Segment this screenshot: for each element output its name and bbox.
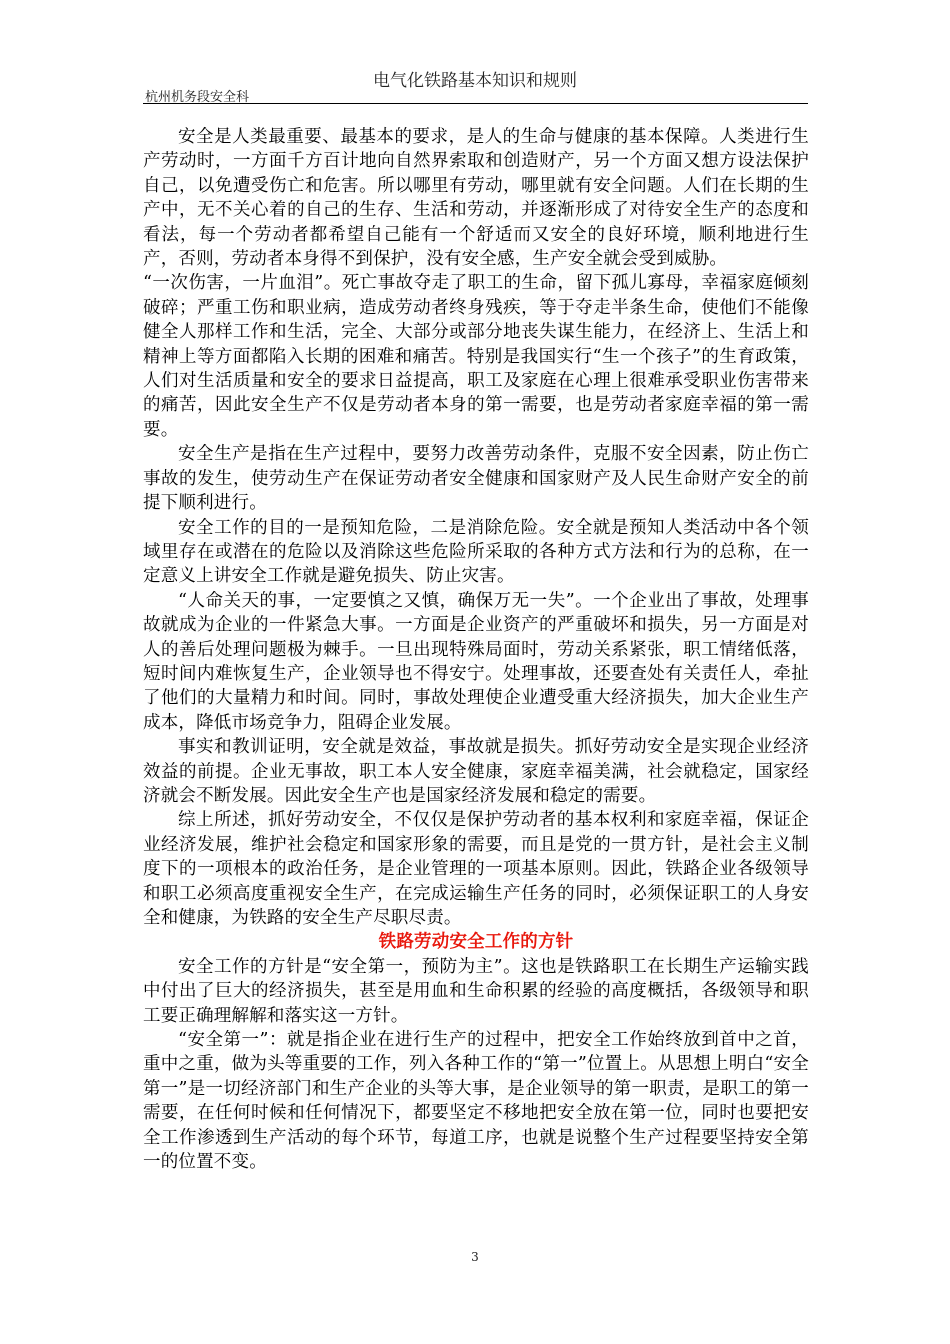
section-paragraph: 安全工作的方针是“安全第一，预防为主”。这也是铁路职工在长期生产运输实践中付出了巨大的经济损失，甚至是用血和生命积累的经验的高度概括，各级领导和职工要正确理解解和落实这一方针。: [143, 956, 809, 1026]
body-paragraph: 安全生产是指在生产过程中，要努力改善劳动条件，克服不安全因素，防止伤亡事故的发生，使劳动生产在保证劳动者安全健康和国家财产及人民生命财产安全的前提下顺利进行。: [143, 444, 809, 514]
header-divider: [143, 103, 808, 104]
section-heading: 铁路劳动安全工作的方针: [378, 932, 574, 953]
document-header-title: 电气化铁路基本知识和规则: [373, 71, 577, 91]
body-paragraph: 综上所述，抓好劳动安全，不仅仅是保护劳动者的基本权利和家庭幸福，保证企业经济发展，维护社会稳定和国家形象的需要，而且是党的一贯方针，是社会主义制度下的一项根本的政治任务，是企业管理的一项基本原则。因此，铁路企业各级领导和职工必须高度重视安全生产，在完成运输生产任务的同时，必须保证职工的人身安全和健康，为铁路的安全生产尽职尽责。: [143, 810, 809, 928]
document-body: [143, 125, 809, 1174]
body-paragraph: 安全是人类最重要、最基本的要求，是人的生命与健康的基本保障。人类进行生产劳动时，一方面千方百计地向自然界索取和创造财产，另一个方面又想方设法保护自己，以免遭受伤亡和危害。所以哪里有劳动，哪里就有安全问题。人们在长期的生产中，无不关心着的自己的生存、生活和劳动，并逐渐形成了对待安全生产的态度和看法，每一个劳动者都希望自己能有一个舒适而又安全的良好环境，顺利地进行生产，否则，劳动者本身得不到保护，没有安全感，生产安全就会受到威胁。: [143, 127, 809, 270]
page-number: 3: [471, 1250, 479, 1264]
section-paragraph: “安全第一”：就是指企业在进行生产的过程中，把安全工作始终放到首中之首，重中之重，做为头等重要的工作，列入各种工作的“第一”位置上。从思想上明白“安全第一”是一切经济部门和生产企业的头等大事，是企业领导的第一职责，是职工的第一需要，在任何时候和任何情况下，都要坚定不移地把安全放在第一位，同时也要把安全工作渗透到生产活动的每个环节，每道工序，也就是说整个生产过程要坚持安全第一的位置不变。: [143, 1030, 809, 1173]
body-paragraph: “人命关天的事，一定要慎之又慎，确保万无一失”。一个企业出了事故，处理事故就成为企业的一件紧急大事。一方面是企业资产的严重破坏和损失，另一方面是对人的善后处理问题极为棘手。一旦出现特殊局面时，劳动关系紧张，职工情绪低落，短时间内难恢复生产，企业领导也不得安宁。处理事故，还要查处有关责任人，牵扯了他们的大量精力和时间。同时，事故处理使企业遭受重大经济损失，加大企业生产成本，降低市场竞争力，阻碍企业发展。: [143, 590, 809, 733]
body-paragraph: “一次伤害，一片血泪”。死亡事故夺走了职工的生命，留下孤儿寡母，幸福家庭倾刻破碎；严重工伤和职业病，造成劳动者终身残疾，等于夺走半条生命，使他们不能像健全人那样工作和生活，完全、大部分或部分地丧失谋生能力，在经济上、生活上和精神上等方面都陷入长期的困难和痛苦。特别是我国实行“生一个孩子”的生育政策，人们对生活质量和安全的要求日益提高，职工及家庭在心理上很难承受职业伤害带来的痛苦，因此安全生产不仅是劳动者本身的第一需要，也是劳动者家庭幸福的第一需要。: [143, 273, 809, 440]
document-header-department: 杭州机务段安全科: [145, 90, 250, 105]
body-paragraph: 安全工作的目的一是预知危险，二是消除危险。安全就是预知人类活动中各个领域里存在或潜在的危险以及消除这些危险所采取的各种方式方法和行为的总称，在一定意义上讲安全工作就是避免损失、防止灾害。: [143, 517, 809, 587]
body-paragraph: 事实和教训证明，安全就是效益，事故就是损失。抓好劳动安全是实现企业经济效益的前提。企业无事故，职工本人安全健康，家庭幸福美满，社会就稳定，国家经济就会不断发展。因此安全生产也是国家经济发展和稳定的需要。: [143, 737, 809, 806]
